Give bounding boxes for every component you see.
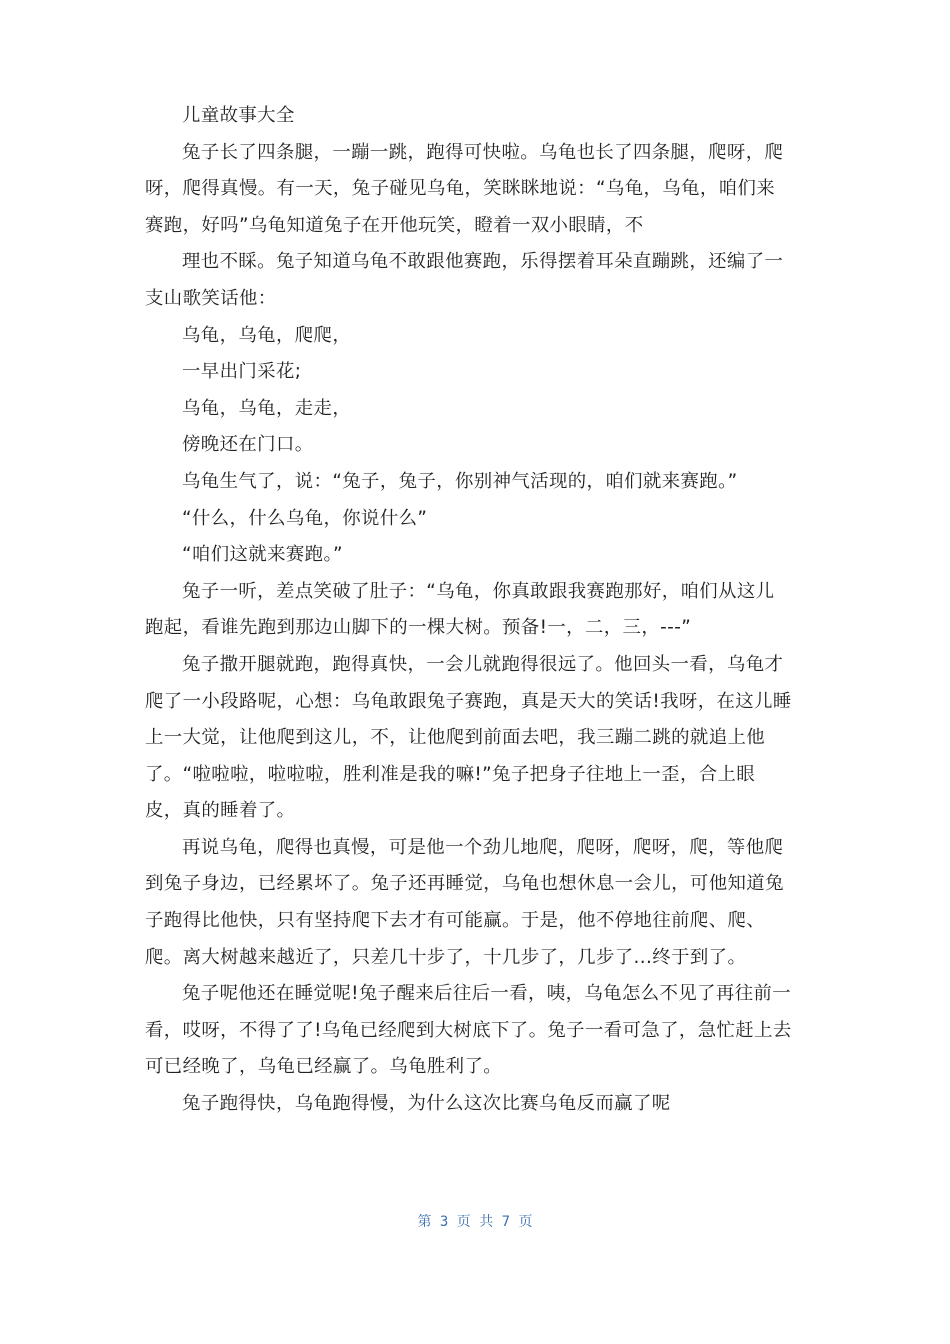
text-line: 乌龟，乌龟，爬爬， — [182, 324, 352, 346]
text-line: 到兔子身边，已经累坏了。兔子还再睡觉，乌龟也想休息一会儿，可他知道兔 — [145, 873, 784, 895]
text-line: 兔子一听，差点笑破了肚子：“乌龟，你真敢跟我赛跑那好，咱们从这儿 — [182, 580, 775, 602]
text-line: 傍晚还在门口。 — [182, 434, 314, 456]
text-line: 乌龟，乌龟，走走， — [182, 397, 352, 419]
text-line: 皮，真的睡着了。 — [145, 800, 296, 822]
text-line: 兔子撒开腿就跑，跑得真快，一会儿就跑得很远了。他回头一看，乌龟才 — [182, 653, 784, 675]
text-line: 呀，爬得真慢。有一天，兔子碰见乌龟，笑眯眯地说：“乌龟，乌龟，咱们来 — [145, 178, 776, 200]
page-number: 第 3 页 共 7 页 — [417, 1214, 533, 1230]
text-line: 子跑得比他快，只有坚持爬下去才有可能赢。于是，他不停地往前爬、爬、 — [145, 910, 766, 932]
text-line: 赛跑，好吗”乌龟知道兔子在开他玩笑，瞪着一双小眼睛，不 — [145, 214, 644, 236]
text-line: 爬。离大树越来越近了，只差几十步了，十几步了，几步了...终于到了。 — [145, 946, 747, 968]
text-line: 了。“啦啦啦，啦啦啦，胜利准是我的嘛!”兔子把身子往地上一歪，合上眼 — [145, 763, 756, 785]
text-line: 支山歌笑话他： — [145, 287, 277, 309]
text-line: “咱们这就来赛跑。” — [182, 544, 343, 566]
text-line: 理也不睬。兔子知道乌龟不敢跟他赛跑，乐得摆着耳朵直蹦跳，还编了一 — [182, 251, 784, 273]
text-line: 一早出门采花; — [182, 361, 302, 383]
text-line: 看，哎呀，不得了了!乌龟已经爬到大树底下了。兔子一看可急了，急忙赶上去 — [145, 1019, 792, 1041]
text-line: 爬了一小段路呢，心想：乌龟敢跟兔子赛跑，真是天大的笑话!我呀，在这儿睡 — [145, 690, 792, 712]
text-line: 跑起，看谁先跑到那边山脚下的一棵大树。预备!一，二，三，---” — [145, 617, 692, 639]
text-line: 再说乌龟，爬得也真慢，可是他一个劲儿地爬，爬呀，爬呀，爬，等他爬 — [182, 836, 784, 858]
document-body — [145, 98, 805, 1123]
text-line: 兔子跑得快，乌龟跑得慢，为什么这次比赛乌龟反而赢了呢 — [182, 1093, 671, 1115]
text-line: 乌龟生气了，说：“兔子，兔子，你别神气活现的，咱们就来赛跑。” — [182, 470, 738, 492]
text-line: 兔子呢他还在睡觉呢!兔子醒来后往后一看，咦，乌龟怎么不见了再往前一 — [182, 983, 792, 1005]
document-title: 儿童故事大全 — [182, 105, 295, 126]
text-line: “什么，什么乌龟，你说什么” — [182, 507, 428, 529]
text-line: 上一大觉，让他爬到这儿，不，让他爬到前面去吧，我三蹦二跳的就追上他 — [145, 727, 766, 749]
text-line: 可已经晚了，乌龟已经赢了。乌龟胜利了。 — [145, 1056, 503, 1078]
text-line: 兔子长了四条腿，一蹦一跳，跑得可快啦。乌龟也长了四条腿，爬呀，爬 — [182, 141, 784, 163]
